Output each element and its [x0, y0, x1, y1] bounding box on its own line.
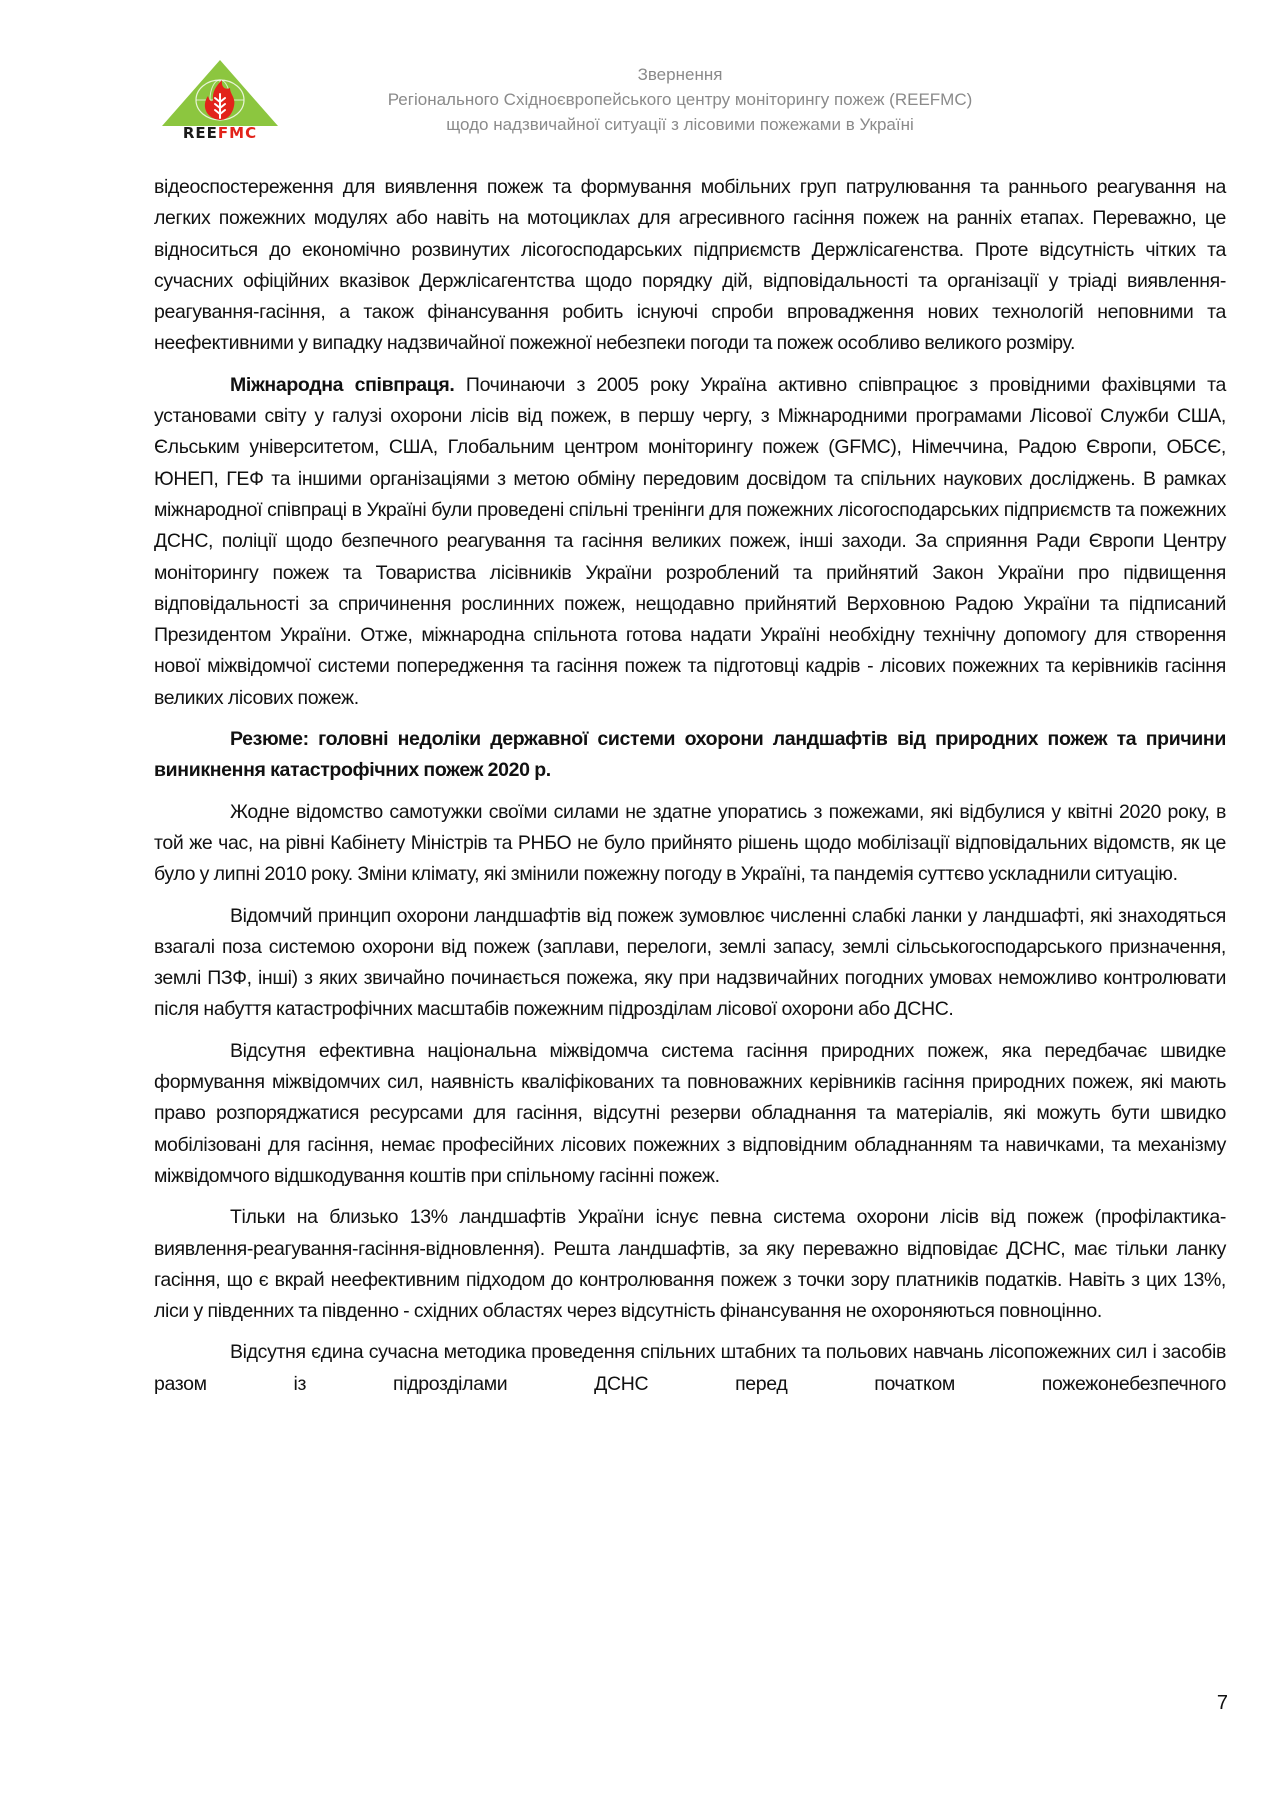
paragraph-no-national-system: Відсутня ефективна національна міжвідомча система гасіння природних пожеж, яка передбачає швидке формування міжвідомчих сил, наявність кваліфікованих та повноважних керівників гасіння природних пожеж, які мають право розпоряджатися ресурсами для гасіння, відсутні резерви обладнання та матеріалів, які можуть бути швидко мобілізовані для гасіння, немає професійних лісових пожежних з відповідним обладнанням та навичками, та механізму міжвідомчого відшкодування коштів при спільному гасінні пожеж.	[154, 1039, 1226, 1187]
reefmc-logo-icon	[160, 58, 280, 140]
paragraph-no-agency: Жодне відомство самотужки своїми силами не здатне упоратись з пожежами, які відбулися у квітні 2020 року, в той же час, на рівні Кабінету Міністрів та РНБО не було прийнято рішень щодо мобілізації відповідальних відомств, як це було у липні 2010 року. Зміни клімату, які змінили пожежну погоду в Україні, та пандемія суттєво ускладнили ситуацію.	[154, 800, 1226, 886]
paragraph-text: Починаючи з 2005 року Україна активно співпрацює з провідними фахівцями та установами світу у галузі охорони лісів від пожеж, в першу чергу, з Міжнародними програмами Лісової Служби США, Єльським університетом, США, Глобальним центром моніторингу пожеж (GFMC), Німеччина, Радою Європи, ОБСЄ, ЮНЕП, ГЕФ та іншими організаціями з метою обміну передовим досвідом та спільних наукових досліджень. В рамках міжнародної співпраці в Україні були проведені спільні тренінги для пожежних лісогосподарських підприємств та пожежних ДСНС, поліції щодо безпечного реагування та гасіння великих пожеж, інші заходи. За сприяння Ради Європи Центру моніторингу пожеж та Товариства лісівників України розроблений та прийнятий Закон України про підвищення відповідальності за спричинення рослинних пожеж, нещодавно прийнятий Верховною Радою України та підписаний Президентом України. Отже, міжнародна спільнота готова надати Україні необхідну технічну допомогу для створення нової міжвідомчої системи попередження та гасіння пожеж та підготовці кадрів - лісових пожежних та керівників гасіння великих лісових пожеж.	[154, 373, 1226, 709]
section-heading-summary: Резюме: головні недоліки державної системи охорони ландшафтів від природних пожеж та причини виникнення катастрофічних пожеж 2020 р.	[154, 728, 1226, 782]
page-header	[0, 0, 1280, 150]
document-body	[154, 172, 1226, 1410]
svg-text:REEFMC: REEFMC	[182, 124, 258, 140]
paragraph-departmental-principle: Відомчий принцип охорони ландшафтів від пожеж зумовлює численні слабкі ланки у ландшафті, які знаходяться взагалі поза системою охорони від пожеж (заплави, перелоги, землі запасу, землі сільськогосподарського призначення, землі ПЗФ, інші) з яких звичайно починається пожежа, яку при надзвичайних погодних умовах неможливо контролювати після набуття катастрофічних масштабів пожежним підрозділам лісової охорони або ДСНС.	[154, 904, 1226, 1021]
paragraph-no-methodology: Відсутня єдина сучасна методика проведення спільних штабних та польових навчань лісопожежних сил і засобів разом із підрозділами ДСНС перед початком пожежонебезпечного	[154, 1341, 1226, 1395]
header-title-line-3: щодо надзвичайної ситуації з лісовими пожежами в Україні	[446, 115, 914, 134]
header-title-line-1: Звернення	[637, 65, 723, 84]
paragraph-13-percent: Тільки на близько 13% ландшафтів України існує певна система охорони лісів від пожеж (профілактика-виявлення-реагування-гасіння-відновлення). Решта ландшафтів, за яку переважно відповідає ДСНС, має тільки ланку гасіння, що є вкрай неефективним підходом до контролювання пожеж з точки зору платників податків. Навіть з цих 13%, ліси у південних та південно - східних областях через відсутність фінансування не охороняються повноцінно.	[154, 1206, 1226, 1323]
paragraph-video-surveillance: відеоспостереження для виявлення пожеж та формування мобільних груп патрулювання та раннього реагування на легких пожежних модулях або навіть на мотоциклах для агресивного гасіння пожеж на ранніх етапах. Переважно, це відноситься до економічно розвинутих лісогосподарських підприємств Держлісагенства. Проте відсутність чітких та сучасних офіційних вказівок Держлісагентства щодо порядку дій, відповідальності та організації у тріаді виявлення-реагування-гасіння, а також фінансування робить існуючі спроби впровадження нових технологій неповними та неефективними у випадку надзвичайної пожежної небезпеки погоди та пожеж особливо великого розміру.	[154, 176, 1226, 355]
header-title-line-2: Регіонального Східноєвропейського центру моніторингу пожеж (REEFMC)	[387, 90, 973, 109]
paragraph-international-cooperation	[154, 370, 1226, 714]
page-number: 7	[1216, 1692, 1228, 1714]
document-header-title	[300, 62, 1060, 137]
paragraph-lead-bold: Міжнародна співпраця.	[230, 373, 455, 396]
